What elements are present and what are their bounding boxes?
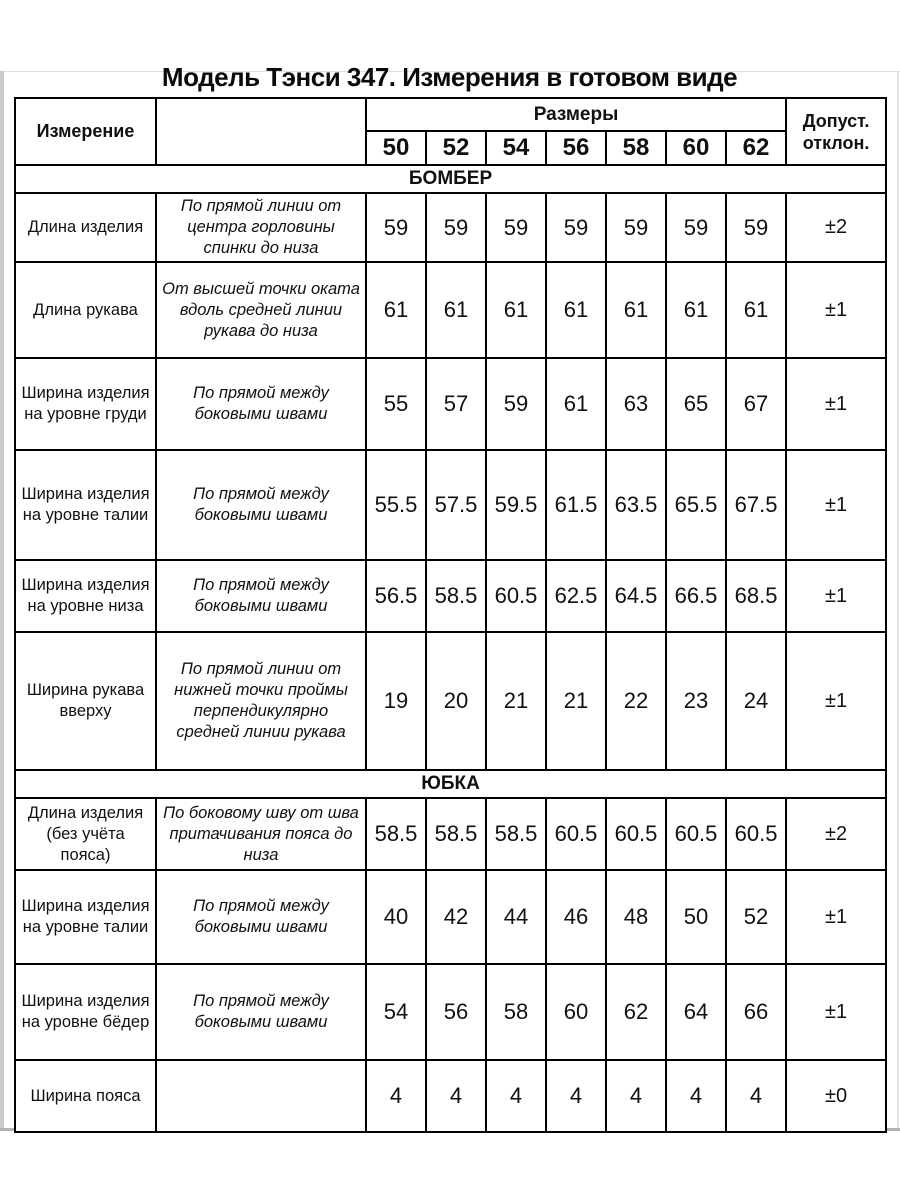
- size-value-cell: 54: [366, 964, 426, 1060]
- measurement-label-cell: Длина изделия: [15, 193, 156, 262]
- measurement-description-cell: По прямой линии от центра горловины спинки до низа: [156, 193, 366, 262]
- measurement-description-cell: По прямой между боковыми швами: [156, 964, 366, 1060]
- size-value-cell: 58.5: [426, 798, 486, 870]
- size-value-cell: 61: [726, 262, 786, 358]
- size-column-header: 52: [426, 131, 486, 165]
- size-value-cell: 23: [666, 632, 726, 770]
- size-value-cell: 68.5: [726, 560, 786, 632]
- size-value-cell: 58.5: [366, 798, 426, 870]
- table-row: [15, 632, 886, 770]
- tolerance-cell: ±1: [786, 262, 886, 358]
- col-header-tolerance: Допуст. отклон.: [786, 98, 886, 165]
- size-value-cell: 24: [726, 632, 786, 770]
- size-column-header: 58: [606, 131, 666, 165]
- size-value-cell: 62: [606, 964, 666, 1060]
- section-header-skirt: ЮБКА: [15, 770, 886, 798]
- size-value-cell: 59: [426, 193, 486, 262]
- measurement-description-cell: По прямой линии от нижней точки проймы перпендикулярно средней линии рукава: [156, 632, 366, 770]
- size-value-cell: 67.5: [726, 450, 786, 560]
- size-value-cell: 61: [546, 358, 606, 450]
- size-value-cell: 63.5: [606, 450, 666, 560]
- size-value-cell: 61: [426, 262, 486, 358]
- size-value-cell: 58.5: [426, 560, 486, 632]
- section-row-skirt: [15, 770, 886, 798]
- tolerance-cell: ±1: [786, 560, 886, 632]
- table-header: [15, 98, 886, 165]
- table-row: [15, 450, 886, 560]
- measurements-table: [14, 97, 887, 1133]
- measurement-description-cell: [156, 1060, 366, 1132]
- size-value-cell: 59.5: [486, 450, 546, 560]
- size-value-cell: 4: [606, 1060, 666, 1132]
- size-value-cell: 46: [546, 870, 606, 964]
- size-value-cell: 56: [426, 964, 486, 1060]
- size-value-cell: 59: [666, 193, 726, 262]
- size-value-cell: 63: [606, 358, 666, 450]
- size-value-cell: 59: [546, 193, 606, 262]
- size-value-cell: 58: [486, 964, 546, 1060]
- size-value-cell: 60.5: [726, 798, 786, 870]
- tolerance-cell: ±1: [786, 358, 886, 450]
- tolerance-cell: ±0: [786, 1060, 886, 1132]
- size-value-cell: 4: [366, 1060, 426, 1132]
- page-edge-left: [0, 71, 4, 1131]
- size-value-cell: 61: [606, 262, 666, 358]
- measurement-description-cell: По прямой между боковыми швами: [156, 358, 366, 450]
- measurement-label-cell: Ширина изделия на уровне низа: [15, 560, 156, 632]
- size-value-cell: 20: [426, 632, 486, 770]
- size-value-cell: 19: [366, 632, 426, 770]
- tolerance-cell: ±1: [786, 870, 886, 964]
- size-value-cell: 4: [486, 1060, 546, 1132]
- size-value-cell: 58.5: [486, 798, 546, 870]
- size-value-cell: 60.5: [546, 798, 606, 870]
- page-edge-right: [897, 71, 899, 1131]
- section-row-bomber: [15, 165, 886, 193]
- measurement-label-cell: Ширина изделия на уровне груди: [15, 358, 156, 450]
- measurement-label-cell: Ширина изделия на уровне бёдер: [15, 964, 156, 1060]
- size-value-cell: 59: [606, 193, 666, 262]
- size-column-header: 50: [366, 131, 426, 165]
- size-value-cell: 42: [426, 870, 486, 964]
- measurement-label-cell: Ширина рукава вверху: [15, 632, 156, 770]
- col-header-sizes-group: Размеры: [366, 98, 786, 131]
- size-value-cell: 21: [546, 632, 606, 770]
- table-row: [15, 870, 886, 964]
- measurement-label-cell: Длина изделия (без учёта пояса): [15, 798, 156, 870]
- size-value-cell: 4: [426, 1060, 486, 1132]
- page-title: Модель Тэнси 347. Измерения в готовом виде: [161, 62, 738, 92]
- size-value-cell: 60: [546, 964, 606, 1060]
- size-value-cell: 4: [546, 1060, 606, 1132]
- size-value-cell: 4: [666, 1060, 726, 1132]
- measurement-description-cell: По прямой между боковыми швами: [156, 870, 366, 964]
- size-value-cell: 61: [486, 262, 546, 358]
- tolerance-cell: ±1: [786, 964, 886, 1060]
- size-column-header: 62: [726, 131, 786, 165]
- size-value-cell: 57: [426, 358, 486, 450]
- table-row: [15, 560, 886, 632]
- size-value-cell: 57.5: [426, 450, 486, 560]
- measurement-label-cell: Длина рукава: [15, 262, 156, 358]
- measurement-description-cell: По боковому шву от шва притачивания пояса до низа: [156, 798, 366, 870]
- size-value-cell: 22: [606, 632, 666, 770]
- tolerance-cell: ±2: [786, 798, 886, 870]
- size-column-header: 56: [546, 131, 606, 165]
- size-value-cell: 21: [486, 632, 546, 770]
- size-value-cell: 65.5: [666, 450, 726, 560]
- size-value-cell: 59: [486, 358, 546, 450]
- size-value-cell: 64: [666, 964, 726, 1060]
- table-row: [15, 1060, 886, 1132]
- size-value-cell: 65: [666, 358, 726, 450]
- table-row: [15, 964, 886, 1060]
- table-row: [15, 262, 886, 358]
- size-value-cell: 59: [486, 193, 546, 262]
- size-value-cell: 4: [726, 1060, 786, 1132]
- header-row-groups: [15, 98, 886, 131]
- size-value-cell: 64.5: [606, 560, 666, 632]
- size-value-cell: 62.5: [546, 560, 606, 632]
- size-value-cell: 67: [726, 358, 786, 450]
- table-body: [15, 165, 886, 1132]
- measurement-label-cell: Ширина пояса: [15, 1060, 156, 1132]
- size-value-cell: 59: [726, 193, 786, 262]
- size-column-header: 60: [666, 131, 726, 165]
- size-value-cell: 55: [366, 358, 426, 450]
- tolerance-cell: ±1: [786, 450, 886, 560]
- size-value-cell: 44: [486, 870, 546, 964]
- size-value-cell: 60.5: [606, 798, 666, 870]
- size-value-cell: 60.5: [486, 560, 546, 632]
- table-row: [15, 193, 886, 262]
- size-value-cell: 40: [366, 870, 426, 964]
- tolerance-cell: ±2: [786, 193, 886, 262]
- size-value-cell: 61: [666, 262, 726, 358]
- size-value-cell: 56.5: [366, 560, 426, 632]
- measurement-description-cell: По прямой между боковыми швами: [156, 560, 366, 632]
- size-value-cell: 50: [666, 870, 726, 964]
- measurement-description-cell: От высшей точки оката вдоль средней линии рукава до низа: [156, 262, 366, 358]
- size-value-cell: 55.5: [366, 450, 426, 560]
- section-header-bomber: БОМБЕР: [15, 165, 886, 193]
- table-row: [15, 798, 886, 870]
- size-value-cell: 66: [726, 964, 786, 1060]
- table-row: [15, 358, 886, 450]
- measurement-label-cell: Ширина изделия на уровне талии: [15, 450, 156, 560]
- size-value-cell: 52: [726, 870, 786, 964]
- size-value-cell: 61: [366, 262, 426, 358]
- size-value-cell: 61.5: [546, 450, 606, 560]
- size-value-cell: 66.5: [666, 560, 726, 632]
- tolerance-cell: ±1: [786, 632, 886, 770]
- size-value-cell: 59: [366, 193, 426, 262]
- measurement-description-cell: По прямой между боковыми швами: [156, 450, 366, 560]
- size-value-cell: 48: [606, 870, 666, 964]
- col-header-measurement: Измерение: [15, 98, 156, 165]
- measurement-label-cell: Ширина изделия на уровне талии: [15, 870, 156, 964]
- size-column-header: 54: [486, 131, 546, 165]
- size-value-cell: 60.5: [666, 798, 726, 870]
- col-header-description-blank: [156, 98, 366, 165]
- size-value-cell: 61: [546, 262, 606, 358]
